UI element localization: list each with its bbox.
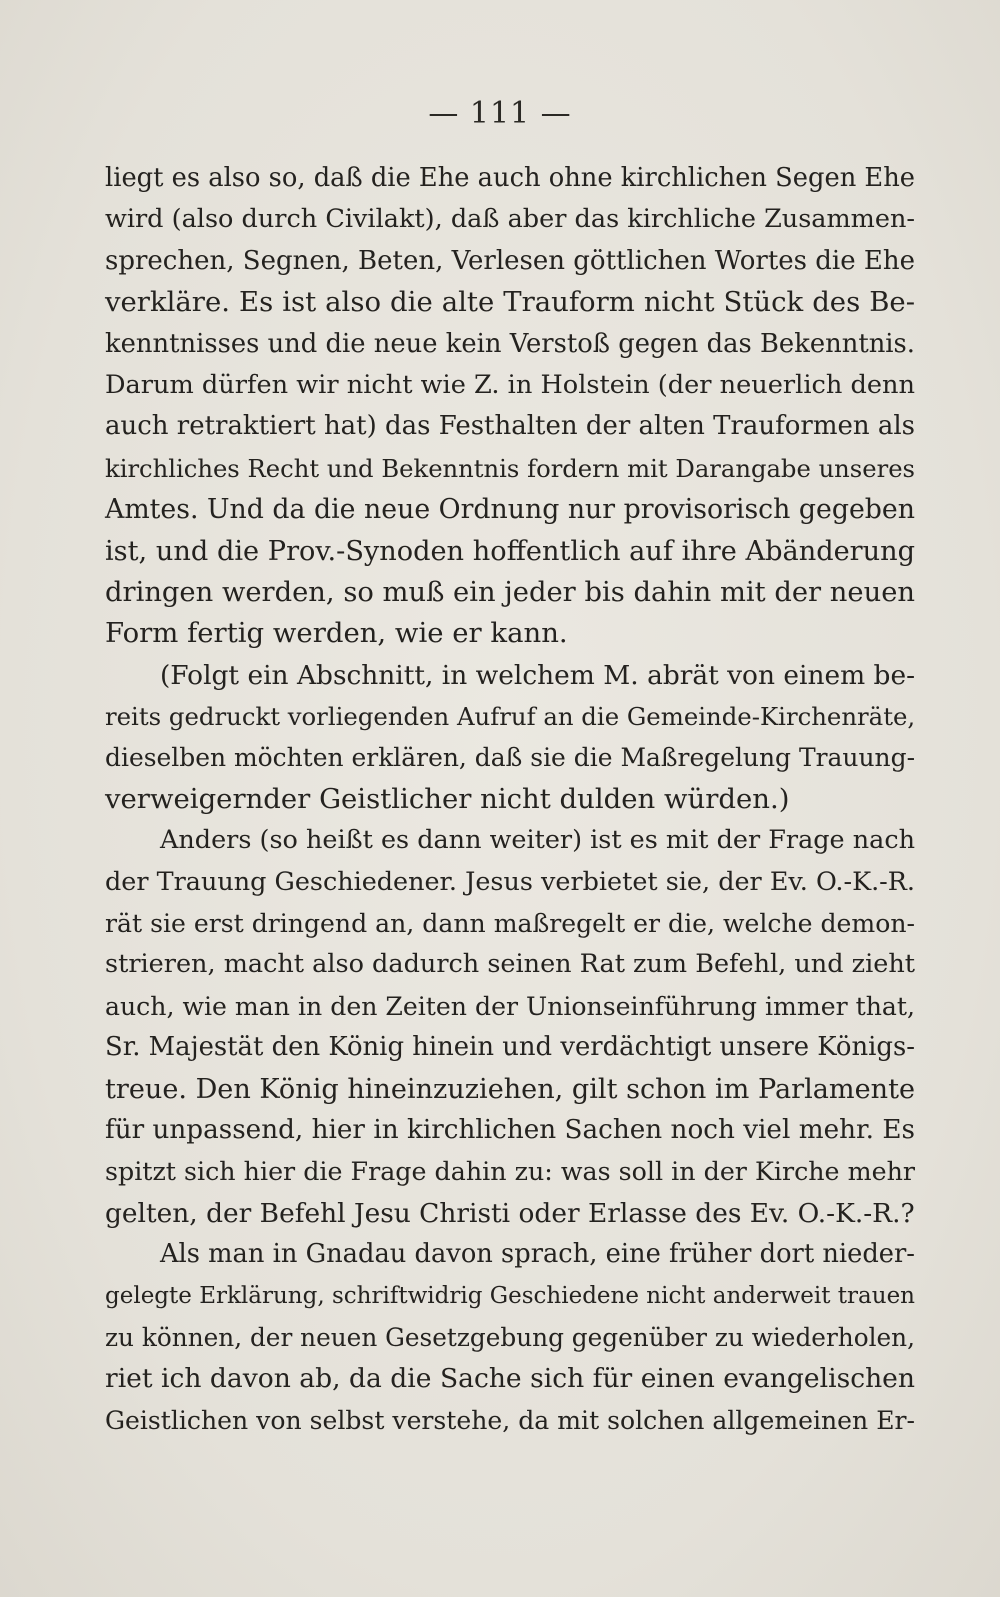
text-line: auch, wie man in den Zeiten der Unionseinführung immer that,	[105, 991, 915, 1021]
text-line: Geistlichen von selbst verstehe, da mit solchen allgemeinen Er-	[105, 1405, 915, 1435]
text-line: rät sie erst dringend an, dann maßregelt er die, welche demon-	[105, 909, 915, 939]
text-line: verweigernder Geistlicher nicht dulden würden.)	[105, 782, 790, 815]
text-line: ist, und die Prov.-Synoden hoffentlich auf ihre Abänderung	[105, 535, 915, 567]
text-line: wird (also durch Civilakt), daß aber das kirchliche Zusammen-	[105, 204, 915, 235]
text-line: sprechen, Segnen, Beten, Verlesen göttlichen Wortes die Ehe	[105, 245, 915, 276]
text-line: Als man in Gnadau davon sprach, eine früher dort nieder-	[160, 1239, 915, 1270]
text-line: gelegte Erklärung, schriftwidrig Geschiedene nicht anderweit trauen	[105, 1282, 915, 1309]
text-line: liegt es also so, daß die Ehe auch ohne kirchlichen Segen Ehe	[105, 163, 915, 193]
text-line: Form fertig werden, wie er kann.	[105, 617, 568, 650]
text-line: für unpassend, hier in kirchlichen Sachen noch viel mehr. Es	[105, 1114, 915, 1145]
page-number: — 111 —	[428, 96, 572, 131]
text-line: (Folgt ein Abschnitt, in welchem M. abrät von einem be-	[160, 659, 915, 691]
text-line: kirchliches Recht und Bekenntnis fordern mit Darangabe unseres	[105, 453, 915, 483]
text-line: Sr. Majestät den König hinein und verdächtigt unsere Königs-	[105, 1032, 915, 1063]
text-line: gelten, der Befehl Jesu Christi oder Erlasse des Ev. O.-K.-R.?	[105, 1197, 915, 1229]
text-line: dringen werden, so muß ein jeder bis dahin mit der neuen	[105, 576, 915, 608]
text-line: riet ich davon ab, da die Sache sich für einen evangelischen	[105, 1363, 915, 1395]
text-line: Amtes. Und da die neue Ordnung nur provisorisch gegeben	[105, 494, 915, 526]
text-line: auch retraktiert hat) das Festhalten der alten Trauformen als	[105, 411, 915, 442]
text-line: zu können, der neuen Gesetzgebung gegenüber zu wiederholen,	[105, 1322, 915, 1352]
text-line: strieren, macht also dadurch seinen Rat zum Befehl, und zieht	[105, 949, 915, 980]
text-line: Darum dürfen wir nicht wie Z. in Holstein (der neuerlich denn	[105, 369, 915, 400]
text-line: der Trauung Geschiedener. Jesus verbietet sie, der Ev. O.-K.-R.	[105, 866, 915, 897]
body-text	[105, 158, 915, 1441]
text-line: kenntnisses und die neue kein Verstoß gegen das Bekenntnis.	[105, 328, 915, 359]
text-line: verkläre. Es ist also die alte Trauform nicht Stück des Be-	[105, 286, 915, 319]
text-line: spitzt sich hier die Frage dahin zu: was soll in der Kirche mehr	[105, 1156, 915, 1187]
text-line: treue. Den König hineinzuziehen, gilt schon im Parlamente	[105, 1073, 915, 1105]
text-line: dieselben möchten erklären, daß sie die Maßregelung Trauung-	[105, 743, 915, 773]
text-line: Anders (so heißt es dann weiter) ist es mit der Frage nach	[160, 825, 915, 856]
text-line: reits gedruckt vorliegenden Aufruf an die Gemeinde-Kirchenräte,	[105, 702, 916, 732]
